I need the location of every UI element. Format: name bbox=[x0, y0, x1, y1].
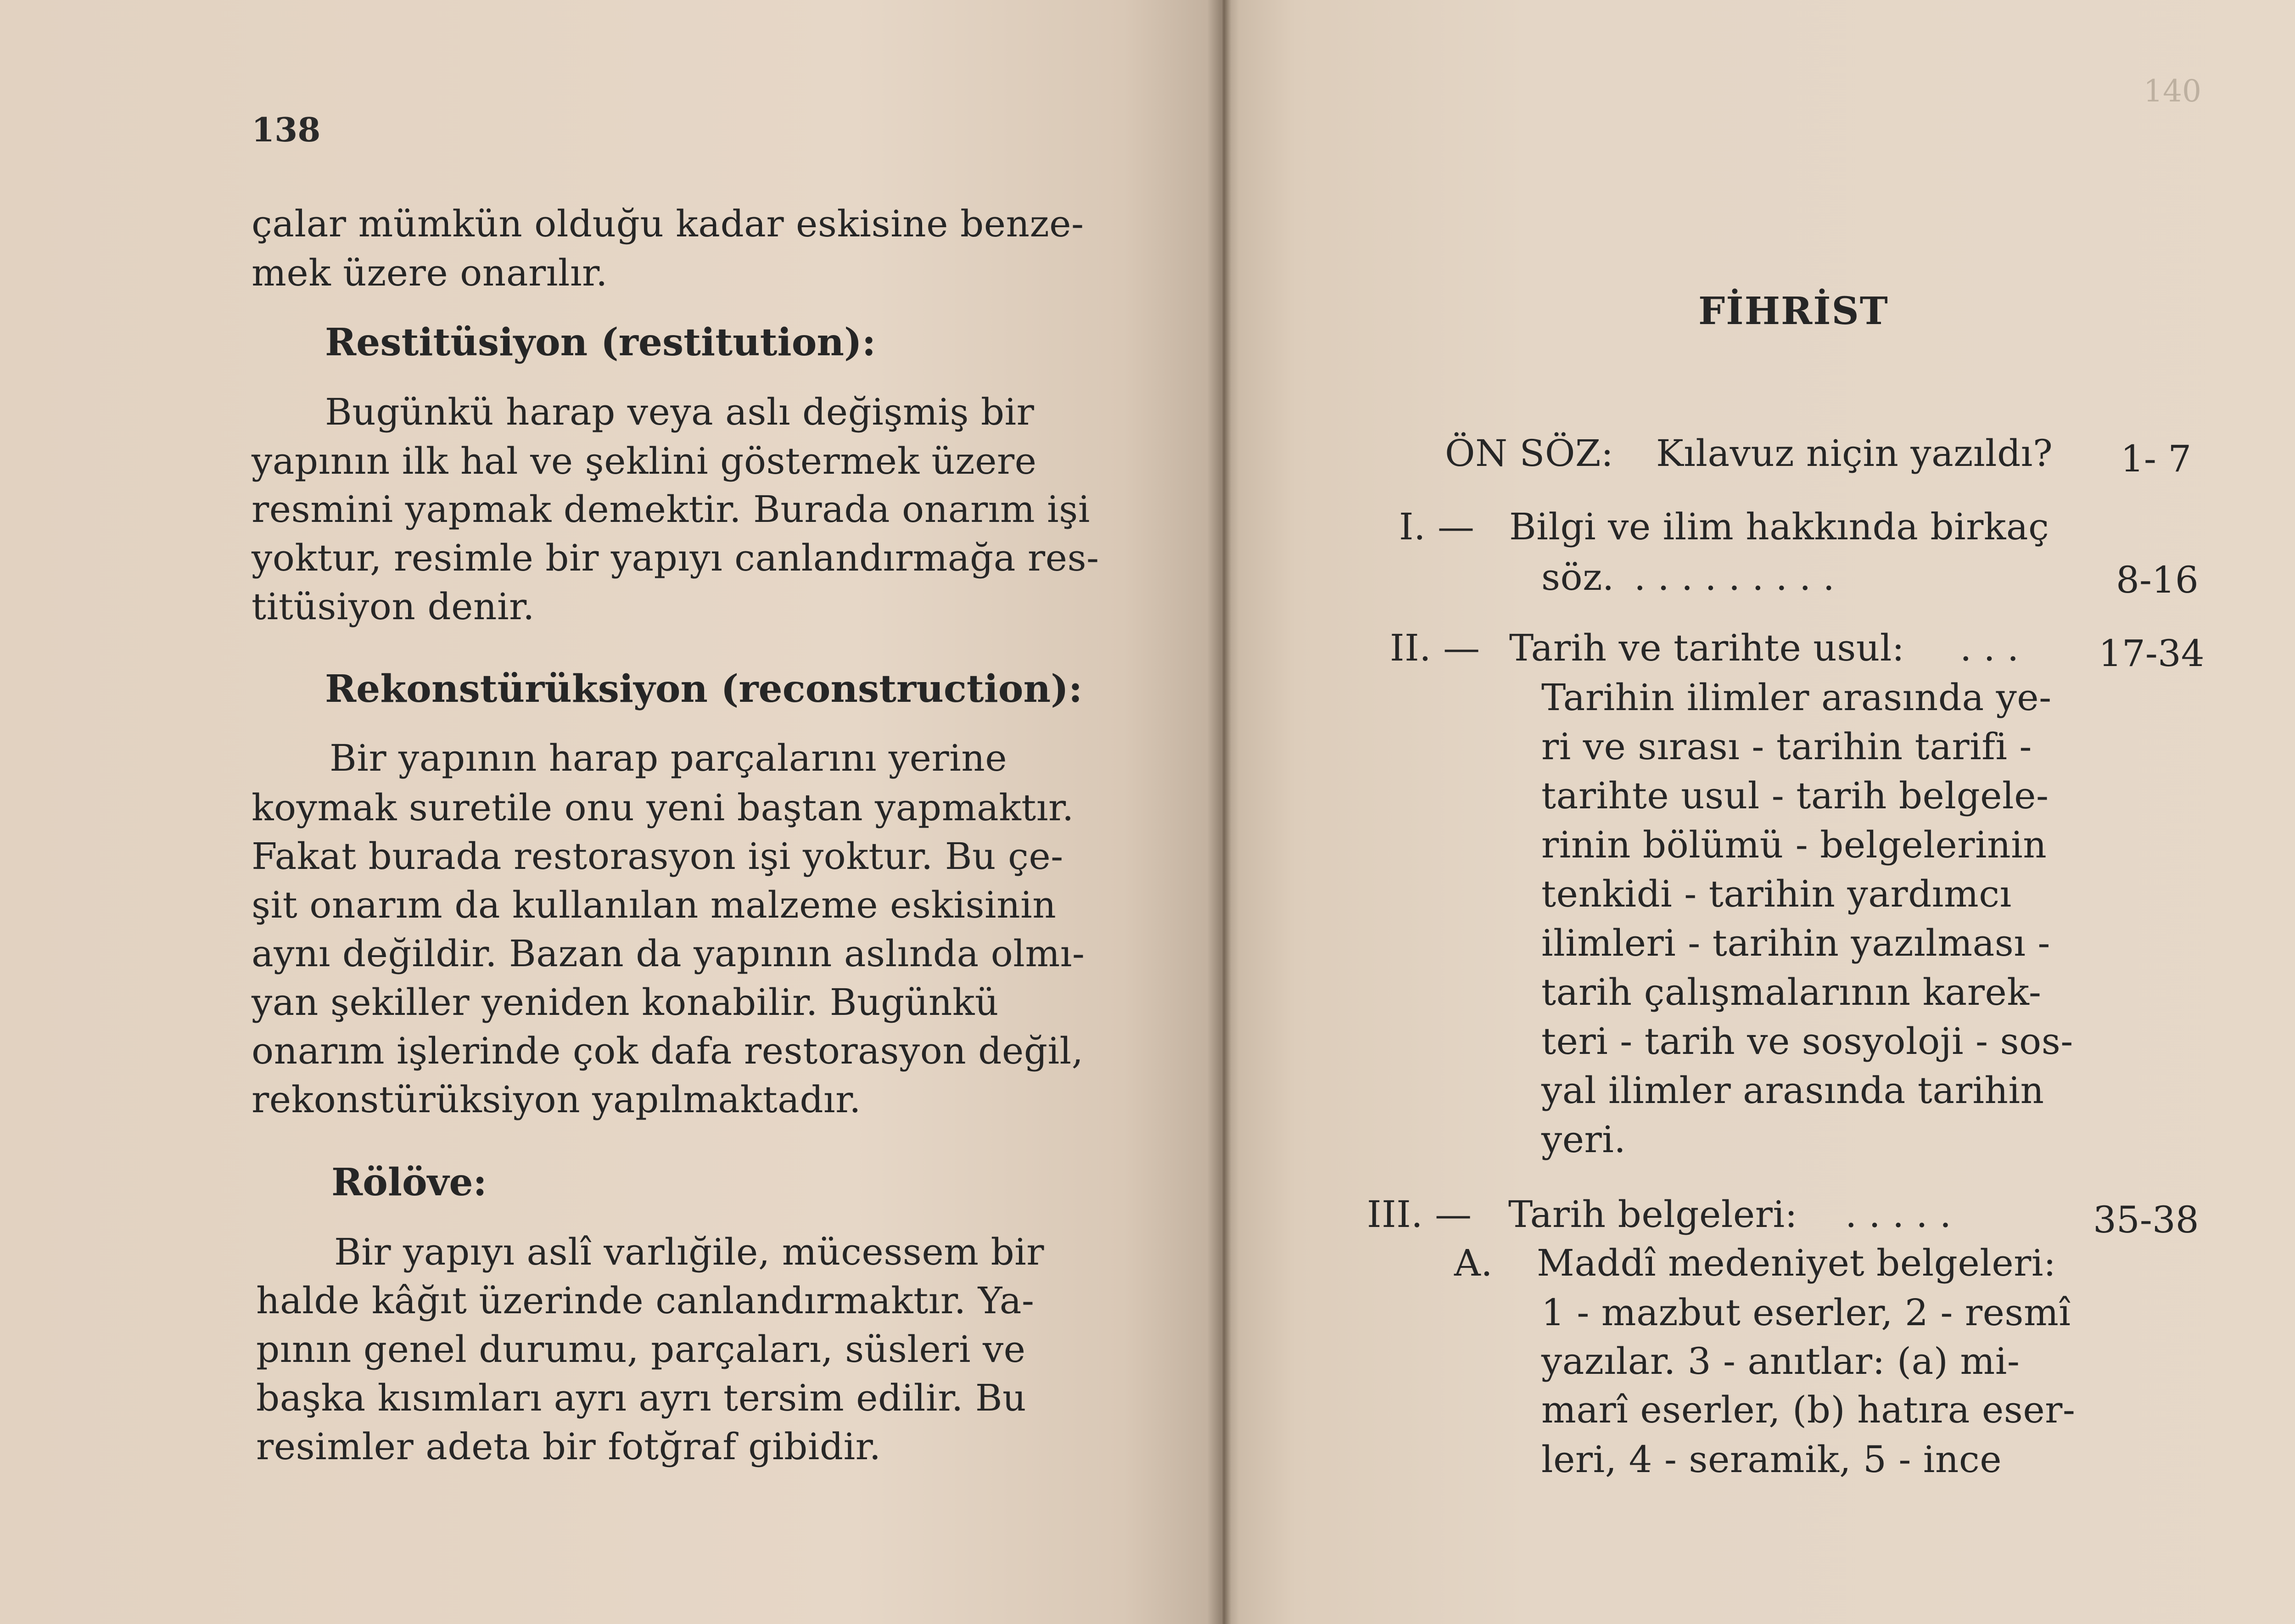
text-line: rinin bölümü - belgelerinin bbox=[1541, 823, 2047, 866]
text-line: koymak suretile onu yeni baştan yapmaktır. bbox=[252, 786, 1074, 829]
text-line: yapının ilk hal ve şeklini göstermek üzere bbox=[252, 440, 1037, 482]
text-line: aynı değildir. Bazan da yapının aslında olmı- bbox=[252, 932, 1085, 975]
text-line: tenkidi - tarihin yardımcı bbox=[1541, 873, 2012, 915]
text-line: tarihte usul - tarih belgele- bbox=[1541, 774, 2049, 817]
section-heading: Restitüsiyon (restitution): bbox=[325, 320, 876, 364]
text-line: ri ve sırası - tarihin tarifi - bbox=[1541, 725, 2032, 768]
text-line: çalar mümkün olduğu kadar eskisine benze- bbox=[252, 202, 1084, 245]
text-line: ilimleri - tarihin yazılması - bbox=[1541, 922, 2050, 964]
text-line: halde kâğıt üzerinde canlandırmaktır. Ya- bbox=[256, 1279, 1035, 1322]
text-line: yazılar. 3 - anıtlar: (a) mi- bbox=[1541, 1340, 2020, 1383]
text-line: resmini yapmak demektir. Burada onarım işi bbox=[252, 488, 1090, 531]
sub-label: A. bbox=[1454, 1242, 1493, 1284]
entry-pages: 8-16 bbox=[2116, 559, 2199, 601]
leader-dots: ... bbox=[1960, 627, 2031, 669]
text-line: onarım işlerinde çok dafa restorasyon değil, bbox=[252, 1030, 1084, 1072]
text-line: leri, 4 - seramik, 5 - ince bbox=[1541, 1438, 2002, 1481]
text-line: yoktur, resimle bir yapıyı canlandırmağa res- bbox=[252, 537, 1099, 579]
text-line: şit onarım da kullanılan malzeme eskisinin bbox=[252, 884, 1057, 926]
entry-label: III. — bbox=[1367, 1193, 1472, 1236]
text-line: 1 - mazbut eserler, 2 - resmî bbox=[1541, 1291, 2071, 1334]
text-line: tarih çalışmalarının karek- bbox=[1541, 971, 2042, 1014]
index-title: FİHRİST bbox=[1698, 289, 1889, 333]
page-number: 138 bbox=[252, 110, 321, 149]
page-number: 140 bbox=[2144, 73, 2201, 109]
section-heading: Rekonstürüksiyon (reconstruction): bbox=[325, 667, 1083, 711]
section-heading: Rölöve: bbox=[331, 1160, 487, 1204]
entry-label: ÖN SÖZ: bbox=[1445, 432, 1614, 475]
entry-pages: 17-34 bbox=[2099, 632, 2205, 675]
text-line: resimler adeta bir fotğraf gibidir. bbox=[256, 1425, 881, 1468]
text-line: Tarihin ilimler arasında ye- bbox=[1541, 676, 2052, 719]
text-line: yan şekiller yeniden konabilir. Bugünkü bbox=[252, 981, 999, 1024]
right-page bbox=[1221, 0, 2295, 1624]
entry-text: söz. bbox=[1541, 556, 1614, 599]
entry-label: I. — bbox=[1399, 505, 1475, 548]
entry-pages: 35-38 bbox=[2093, 1198, 2199, 1241]
text-line: yeri. bbox=[1541, 1118, 1626, 1161]
text-line: Bir yapıyı aslî varlığile, mücessem bir bbox=[334, 1231, 1044, 1273]
text-line: teri - tarih ve sosyoloji - sos- bbox=[1541, 1020, 2073, 1063]
leader-dots: ......... bbox=[1634, 556, 1847, 599]
entry-pages: 1- 7 bbox=[2121, 437, 2192, 480]
text-line: Fakat burada restorasyon işi yoktur. Bu çe- bbox=[252, 835, 1064, 878]
book-gutter bbox=[1207, 0, 1239, 1624]
text-line: titüsiyon denir. bbox=[252, 585, 535, 628]
text-line: rekonstürüksiyon yapılmaktadır. bbox=[252, 1078, 861, 1121]
entry-label: II. — bbox=[1390, 627, 1480, 669]
text-line: marî eserler, (b) hatıra eser- bbox=[1541, 1389, 2076, 1431]
text-line: mek üzere onarılır. bbox=[252, 252, 608, 294]
entry-text: Kılavuz niçin yazıldı? bbox=[1656, 432, 2053, 475]
text-line: yal ilimler arasında tarihin bbox=[1541, 1069, 2044, 1112]
leader-dots: ..... bbox=[1845, 1193, 1964, 1236]
text-line: pının genel durumu, parçaları, süsleri ve bbox=[256, 1328, 1026, 1371]
text-line: başka kısımları ayrı ayrı tersim edilir. Bu bbox=[256, 1377, 1027, 1419]
text-line: Bugünkü harap veya aslı değişmiş bir bbox=[325, 391, 1035, 433]
entry-text: Tarih belgeleri: bbox=[1508, 1193, 1798, 1236]
text-line: Bir yapının harap parçalarını yerine bbox=[330, 737, 1008, 779]
sub-heading: Maddî medeniyet belgeleri: bbox=[1537, 1242, 2056, 1284]
entry-text: Tarih ve tarihte usul: bbox=[1509, 627, 1905, 669]
entry-text: Bilgi ve ilim hakkında birkaç bbox=[1509, 505, 2049, 548]
